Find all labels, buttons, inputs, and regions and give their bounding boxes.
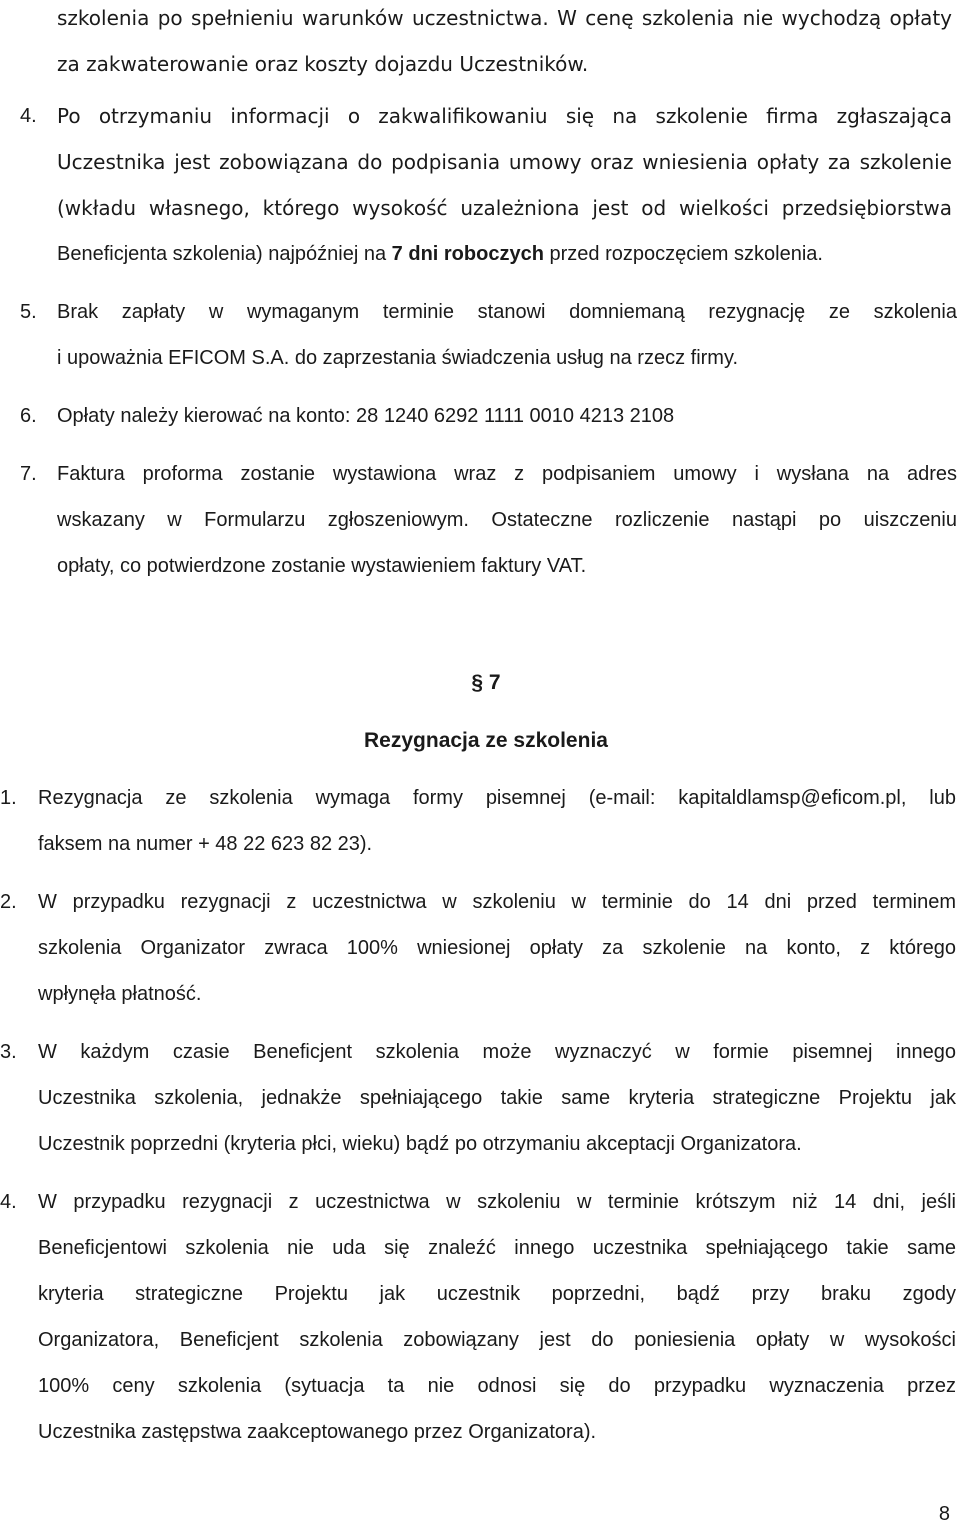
- item-line-account: Opłaty należy kierować na konto: 28 1240 6292 1111 0010 4213 2108: [57, 405, 675, 427]
- item-line: Uczestnik poprzedni (kryteria płci, wieku) bądź po otrzymaniu akceptacji Organizatora.: [38, 1133, 802, 1155]
- item-line: szkolenia Organizator zwraca 100% wniesionej opłaty za szkolenie na konto, z którego: [38, 937, 956, 959]
- item-line: (wkładu własnego, którego wysokość uzależniona jest od wielkości przedsiębiorstwa: [57, 196, 952, 220]
- item-line: kryteria strategiczne Projektu jak uczestnik poprzedni, bądź przy braku zgody: [38, 1283, 956, 1305]
- deadline-text-post: przed rozpoczęciem szkolenia.: [543, 243, 823, 265]
- deadline-text-pre: Beneficjenta szkolenia) najpóźniej na: [57, 243, 392, 265]
- item-line: Brak zapłaty w wymaganym terminie stanowi domniemaną rezygnację ze szkolenia: [57, 301, 957, 323]
- item-line: i upoważnia EFICOM S.A. do zaprzestania świadczenia usług na rzecz firmy.: [57, 347, 739, 369]
- section-title: Rezygnacja ze szkolenia: [364, 729, 608, 752]
- intro-line-2: za zakwaterowanie oraz koszty dojazdu Uczestników.: [57, 52, 589, 76]
- item-number: 4.: [0, 1191, 17, 1213]
- item-line-deadline: [57, 242, 823, 266]
- item-line: Uczestnika szkolenia, jednakże spełniającego takie same kryteria strategiczne Projektu jak: [38, 1087, 956, 1109]
- item-number: 6.: [20, 405, 37, 427]
- item-line: Organizatora, Beneficjent szkolenia zobowiązany jest do poniesienia opłaty w wysokości: [38, 1329, 956, 1351]
- item-number: 2.: [0, 891, 17, 913]
- item-line: W przypadku rezygnacji z uczestnictwa w szkoleniu w terminie krótszym niż 14 dni, jeśli: [38, 1191, 956, 1213]
- item-number: 1.: [0, 787, 17, 809]
- item-number: 3.: [0, 1041, 17, 1063]
- item-line: W przypadku rezygnacji z uczestnictwa w szkoleniu w terminie do 14 dni przed terminem: [38, 891, 956, 913]
- item-line: faksem na numer + 48 22 623 82 23).: [38, 833, 373, 855]
- item-number: 4.: [20, 105, 37, 127]
- item-line: 100% ceny szkolenia (sytuacja ta nie odnosi się do przypadku wyznaczenia przez: [38, 1375, 956, 1397]
- item-line: wskazany w Formularzu zgłoszeniowym. Ostateczne rozliczenie nastąpi po uiszczeniu: [57, 509, 957, 531]
- item-line: Uczestnika zastępstwa zaakceptowanego przez Organizatora).: [38, 1421, 597, 1443]
- item-line: Faktura proforma zostanie wystawiona wraz z podpisaniem umowy i wysłana na adres: [57, 463, 957, 485]
- item-number: 5.: [20, 301, 37, 323]
- item-line: wpłynęła płatność.: [38, 983, 202, 1005]
- item-line: W każdym czasie Beneficjent szkolenia może wyznaczyć w formie pisemnej innego: [38, 1041, 956, 1063]
- section-symbol: § 7: [471, 671, 501, 694]
- item-number: 7.: [20, 463, 37, 485]
- deadline-bold-text: 7 dni roboczych: [391, 243, 544, 265]
- intro-line-1: szkolenia po spełnieniu warunków uczestnictwa. W cenę szkolenia nie wychodzą opłaty: [57, 6, 952, 30]
- item-line: Po otrzymaniu informacji o zakwalifikowaniu się na szkolenie firma zgłaszająca: [57, 104, 952, 128]
- item-line: Beneficjentowi szkolenia nie uda się znaleźć innego uczestnika spełniającego takie same: [38, 1237, 956, 1259]
- item-line: opłaty, co potwierdzone zostanie wystawieniem faktury VAT.: [57, 555, 587, 577]
- page-number: 8: [938, 1503, 950, 1525]
- item-line: Rezygnacja ze szkolenia wymaga formy pisemnej (e-mail: kapitaldlamsp@eficom.pl, lub: [38, 787, 956, 809]
- item-line: Uczestnika jest zobowiązana do podpisania umowy oraz wniesienia opłaty za szkolenie: [57, 150, 952, 174]
